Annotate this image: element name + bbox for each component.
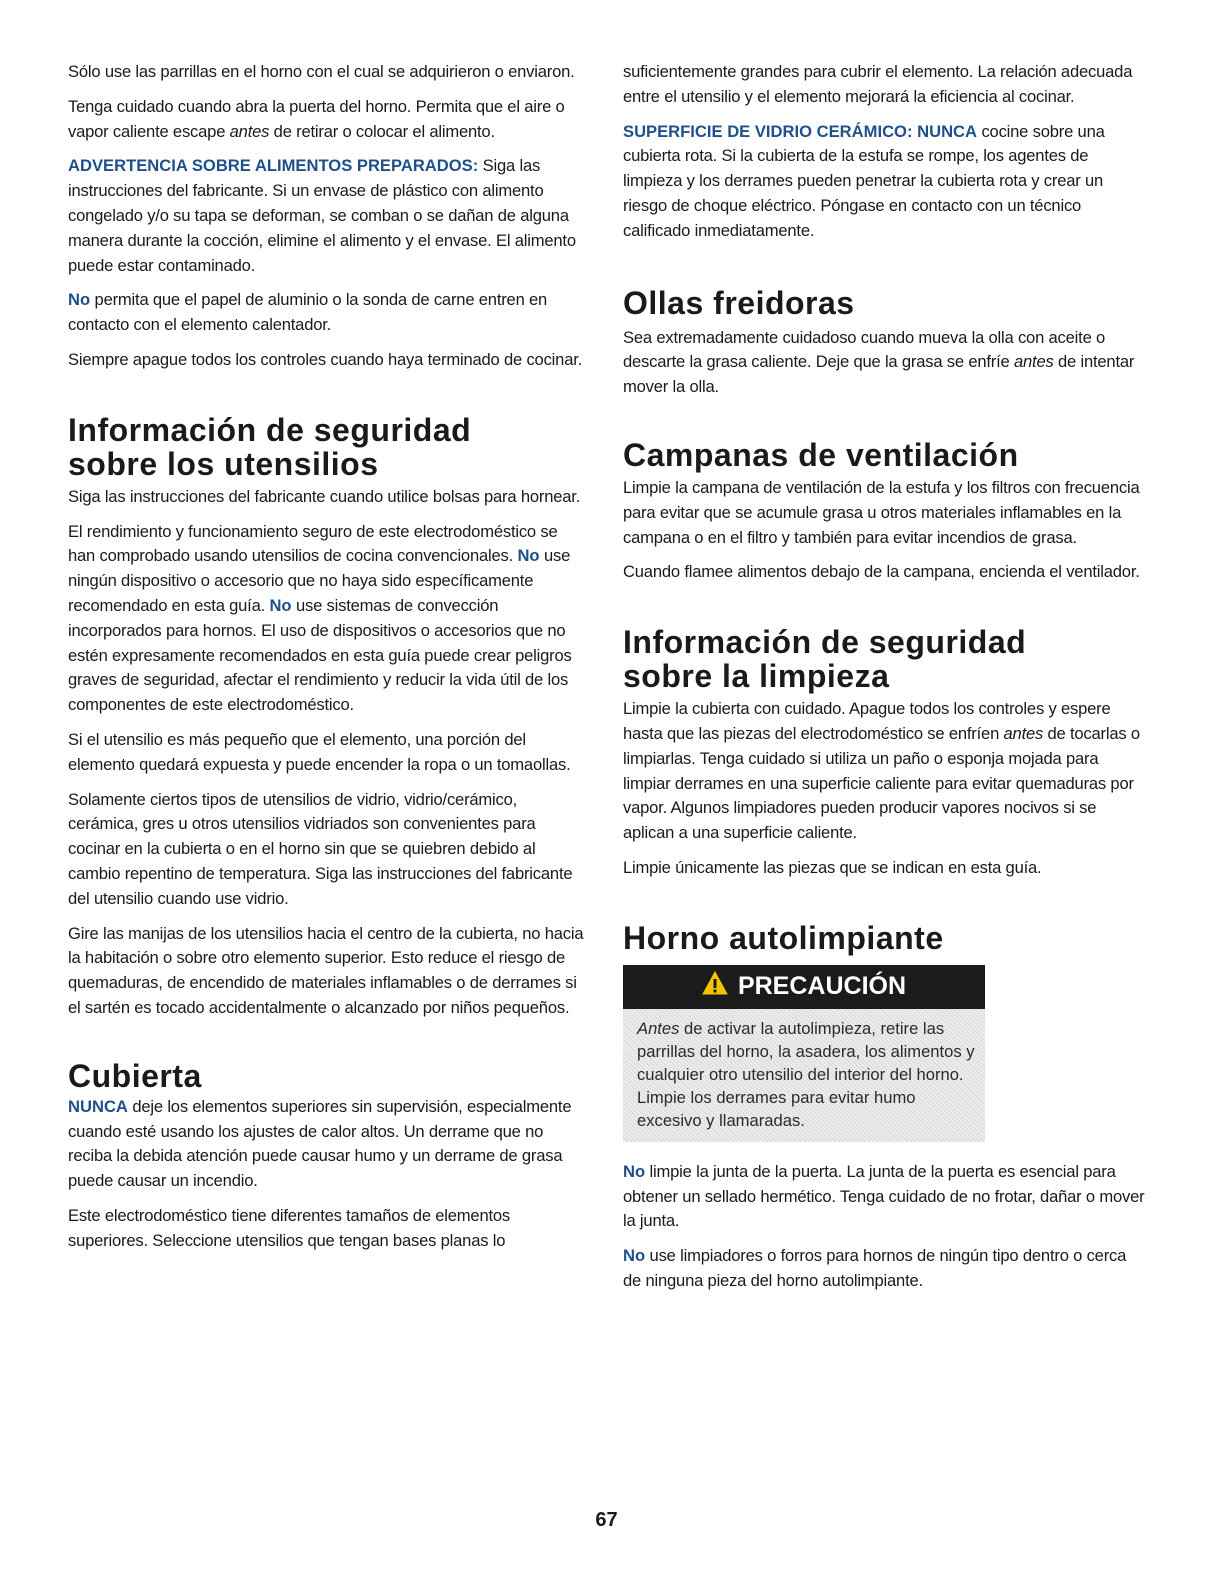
paragraph-turn-off-controls: Siempre apague todos los controles cuando haya terminado de cocinar. bbox=[68, 349, 583, 369]
paragraph-oven-door: Tenga cuidado cuando abra la puerta del horno. Permita que el aire o vapor caliente escape antes de retirar o colocar el alimento. bbox=[68, 96, 565, 141]
heading-cubierta: Cubierta bbox=[68, 1057, 202, 1094]
right-column bbox=[623, 60, 1148, 1304]
paragraph-deep-fryer: Sea extremadamente cuidadoso cuando mueva la olla con aceite o descarte la grasa caliente. Deje que la grasa se enfríe antes de intentar mover la olla. bbox=[623, 327, 1135, 397]
paragraph-glass-utensils: Solamente ciertos tipos de utensilios de vidrio, vidrio/cerámico, cerámica, gres u otros utensilios vidriados son convenientes para cocinar en la cubierta o en el horno sin que se quiebren debido al cambio repentino de temperatura. Siga las instrucciones del fabricante del utensilio cuando use vidrio. bbox=[68, 789, 573, 908]
paragraph-racks: Sólo use las parrillas en el horno con el cual se adquirieron o enviaron. bbox=[68, 62, 575, 81]
heading-self-clean-oven: Horno autolimpiante bbox=[623, 919, 944, 956]
caution-header bbox=[623, 965, 985, 1009]
paragraph-glass-ceramic: SUPERFICIE DE VIDRIO CERÁMICO: NUNCA cocine sobre una cubierta rota. Si la cubierta de la estufa se rompe, los agentes de limpieza y los derrames pueden penetrar la cubierta rota y crear un riesgo de choque eléctrico. Póngase en contacto con un técnico calificado inmediatamente. bbox=[623, 121, 1105, 240]
paragraph-performance: El rendimiento y funcionamiento seguro de este electrodoméstico se han comprobado usando utensilios de cocina convencionales. No use ningún dispositivo o accesorio que no haya sido específicamente recomendado en esta guía. No use sistemas de convección incorporados para hornos. El uso de dispositivos o accesorios que no estén expresamente recomendados en esta guía puede crear peligros graves de seguridad, afectar el rendimiento y reducir la vida útil de los componentes de este electrodoméstico. bbox=[68, 521, 572, 715]
paragraph-door-gasket: No limpie la junta de la puerta. La junta de la puerta es esencial para obtener un sellado hermético. Tenga cuidado de no frotar, dañar o mover la junta. bbox=[623, 1161, 1145, 1231]
paragraph-element-sizes: Este electrodoméstico tiene diferentes tamaños de elementos superiores. Seleccione utensilios que tengan bases planas lo bbox=[68, 1205, 511, 1250]
warning-lead: ADVERTENCIA SOBRE ALIMENTOS PREPARADOS: bbox=[68, 156, 479, 176]
paragraph-clean-cooktop: Limpie la cubierta con cuidado. Apague todos los controles y espere hasta que las piezas del electrodoméstico se enfríen antes de tocarlas o limpiarlas. Tenga cuidado si utiliza un paño o esponja mojada para limpiar derrames en una superficie caliente para evitar quemaduras por vapor. Algunos limpiadores pueden producir vapores nocivos si se aplican a una superficie caliente. bbox=[623, 699, 1140, 843]
paragraph-oven-liners: No use limpiadores o forros para hornos de ningún tipo dentro o cerca de ninguna pieza del horno autolimpiante. bbox=[623, 1246, 1127, 1290]
paragraph-handles: Gire las manijas de los utensilios hacia el centro de la cubierta, no hacia la habitación o sobre otro elemento superior. Esto reduce el riesgo de quemaduras, de encendido de materiales inflamables o de derrames si el sartén es tocado accidentalmente o alcanzado por niños pequeños. bbox=[68, 923, 584, 1017]
paragraph-small-utensil: Si el utensilio es más pequeño que el elemento, una porción del elemento quedará expuesta y puede encender la ropa o un tomaollas. bbox=[68, 729, 571, 774]
paragraph-baking-bags: Siga las instrucciones del fabricante cuando utilice bolsas para hornear. bbox=[68, 486, 581, 506]
paragraph-hood-fan: Cuando flamee alimentos debajo de la campana, encienda el ventilador. bbox=[623, 562, 1140, 582]
heading-cleaning-safety: Información de seguridad sobre la limpieza bbox=[623, 624, 1027, 695]
caution-text: Antes de activar la autolimpieza, retire las parrillas del horno, la asadera, los alimentos y cualquier otro utensilio del interior del horno. Limpie los derrames para evitar humo excesivo y llamaradas. bbox=[623, 1009, 985, 1142]
caution-box bbox=[623, 965, 985, 1142]
paragraph-clean-parts: Limpie únicamente las piezas que se indican en esta guía. bbox=[623, 857, 1042, 877]
heading-utensil-safety: Información de seguridad sobre los utensilios bbox=[68, 411, 472, 482]
paragraph-prepared-food-warning: ADVERTENCIA SOBRE ALIMENTOS PREPARADOS: Siga las instrucciones del fabricante. Si un envase de plástico con alimento congelado y/o su tapa se deforman, se comban o se dañan de alguna manera durante la cocción, elimine el alimento y el envase. El alimento puede estar contaminado. bbox=[68, 156, 576, 275]
paragraph-aluminum: No permita que el papel de aluminio o la sonda de carne entren en contacto con el elemento calentador. bbox=[68, 290, 548, 335]
heading-ollas-freidoras: Ollas freidoras bbox=[623, 284, 855, 321]
caution-title: PRECAUCIÓN bbox=[737, 972, 907, 1001]
left-column bbox=[68, 60, 588, 1263]
paragraph-never-unattended: NUNCA deje los elementos superiores sin supervisión, especialmente cuando esté usando los ajustes de calor altos. Un derrame que no reciba la debida atención puede causar humo y un derrame de grasa puede causar un incendio. bbox=[68, 1096, 572, 1191]
paragraph-element-ratio: suficientemente grandes para cubrir el elemento. La relación adecuada entre el utensilio y el elemento mejorará la eficiencia al cocinar. bbox=[623, 62, 1133, 106]
warning-triangle-icon bbox=[702, 971, 728, 1002]
page-number: 67 bbox=[595, 1509, 618, 1531]
heading-campanas: Campanas de ventilación bbox=[623, 436, 1019, 473]
paragraph-hood-clean: Limpie la campana de ventilación de la estufa y los filtros con frecuencia para evitar que se acumule grasa u otros materiales inflamables en la campana o en el filtro y también para evitar incendios de grasa. bbox=[623, 477, 1140, 547]
